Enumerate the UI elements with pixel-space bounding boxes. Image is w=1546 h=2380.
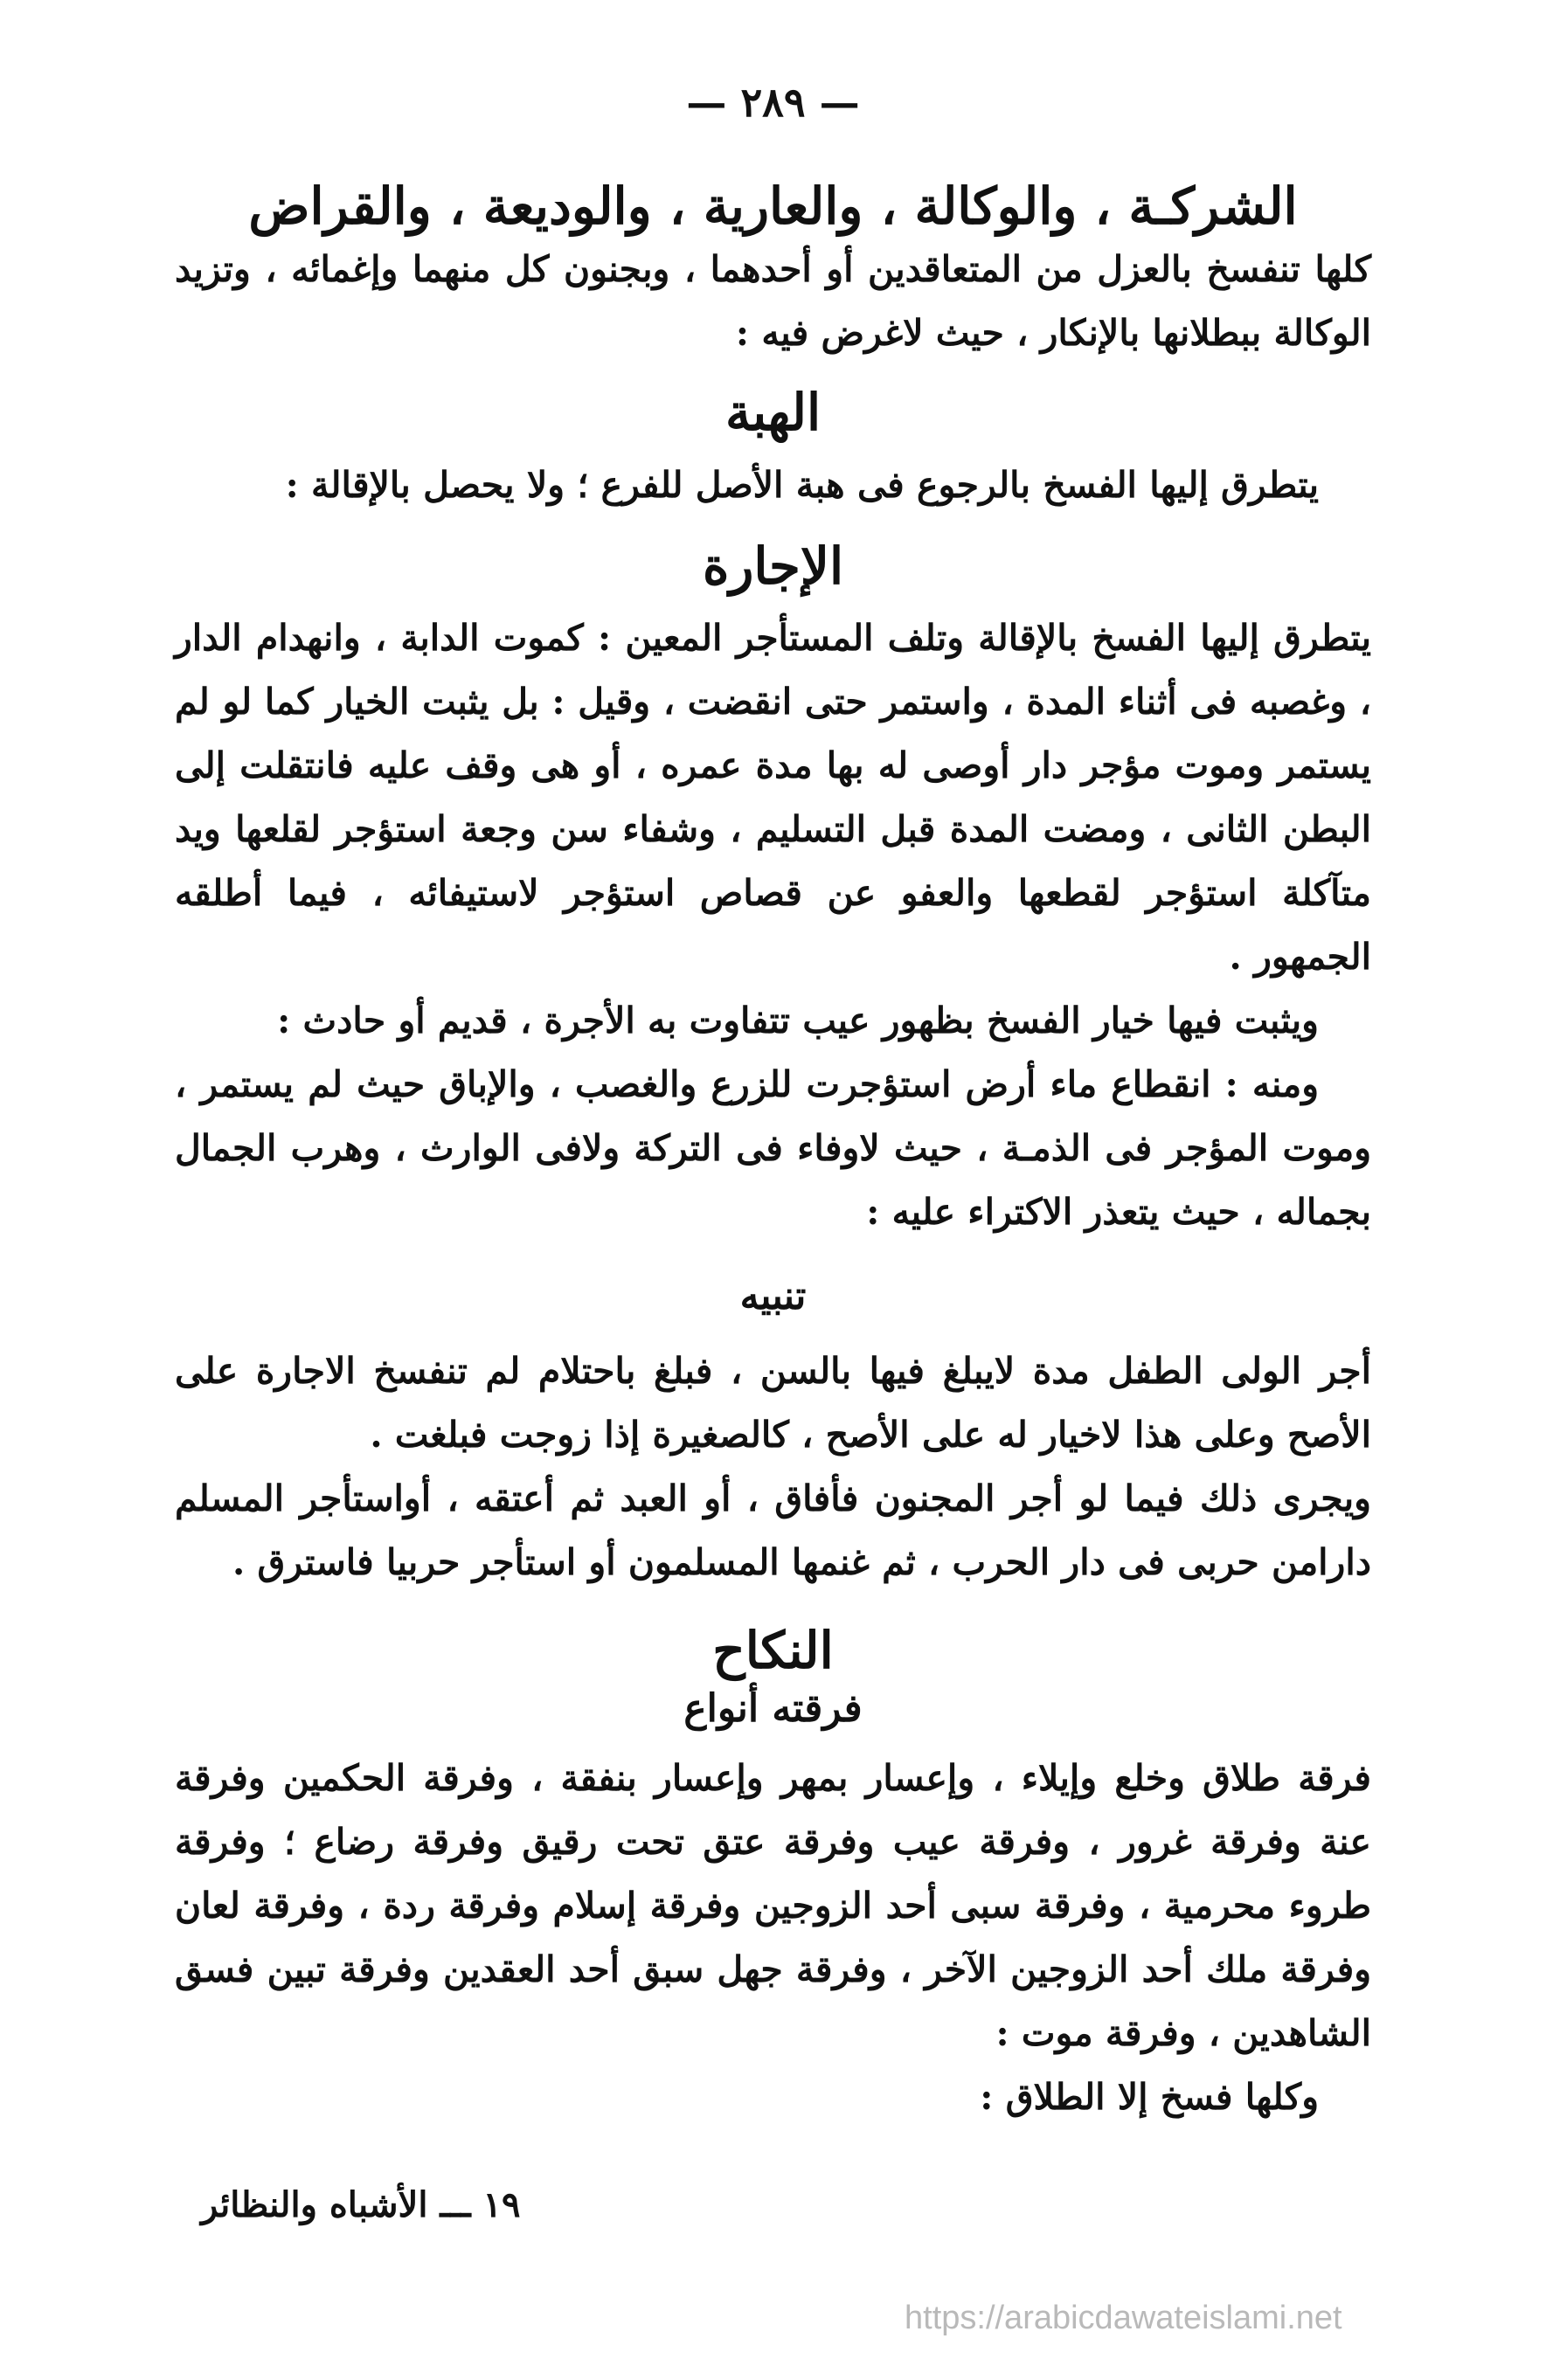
paragraph: كلها تنفسخ بالعزل من المتعاقدين أو أحدهما ، وبجنون كل منهما وإغمائه ، وتزيد الوكالة ببطلانها بالإنكار ، حيث لاغرض فيه : [175,247,1371,354]
paragraph: فرقة طلاق وخلع وإيلاء ، وإعسار بمهر وإعسار بنفقة ، وفرقة الحكمين وفرقة عنة وفرقة غرور ، وفرقة عيب وفرقة عتق تحت رقيق وفرقة رضاع ؛ وفرقة طروء محرمية ، وفرقة سبى أحد الزوجين وفرقة إسلام وفرقة ردة ، وفرقة لعان وفرقة ملك أحد الزوجين الآخر ، وفرقة جهل سبق أحد العقدين وفرقة تبين فسق الشاهدين ، وفرقة موت : [175,1756,1371,2054]
page-number: — ٢٨٩ — [686,79,860,126]
paragraph: يتطرق إليها الفسخ بالإقالة وتلف المستأجر المعين : كموت الدابة ، وانهدام الدار ، وغصبه فى أثناء المدة ، واستمر حتى انقضت ، وقيل : بل يثبت الخيار كما لو لم يستمر وموت مؤجر دار أوصى له بها مدة عمره ، أو هى وقف عليه فانتقلت إلى البطن الثانى ، ومضت المدة قبل التسليم ، وشفاء سن وجعة استؤجر لقلعها ويد متآكلة استؤجر لقطعها والعفو عن قصاص استؤجر لاستيفائه ، فيما أطلقه الجمهور . [175,616,1371,978]
section-title-lease: الإجارة [702,536,844,597]
paragraph: أجر الولى الطفل مدة لايبلغ فيها بالسن ، فبلغ باحتلام لم تنفسخ الاجارة على الأصح وعلى هذا لاخيار له على الأصح ، كالصغيرة إذا زوجت فبلغت . [175,1349,1371,1456]
section-title-gift: الهبة [724,382,822,442]
footer-signature: ١٩ ـــ الأشباه والنظائر [201,2184,521,2225]
watermark-url: https://arabicdawateislami.net [905,2300,1342,2336]
paragraph: يتطرق إليها الفسخ بالرجوع فى هبة الأصل للفرع ؛ ولا يحصل بالإقالة : [285,464,1319,507]
section-title-partnership: الشركـة ، والوكالة ، والعارية ، والوديعة ، والقراض [248,176,1298,236]
paragraph: ويجرى ذلك فيما لو أجر المجنون فأفاق ، أو العبد ثم أعتقه ، أواستأجر المسلم دارامن حربى فى دار الحرب ، ثم غنمها المسلمون أو استأجر حربيا فاسترق . [175,1477,1371,1583]
section-subtitle: فرقته أنواع [683,1686,863,1732]
paragraph: وكلها فسخ إلا الطلاق : [980,2075,1319,2118]
paragraph: ومنه : انقطاع ماء أرض استؤجرت للزرع والغصب ، والإباق حيث لم يستمر ، وموت المؤجر فى الذمـة ، حيث لاوفاء فى التركة ولافى الوارث ، وهرب الجمال بجماله ، حيث يتعذر الاكتراء عليه : [175,1062,1371,1233]
section-title-note: تنبيه [739,1273,807,1318]
section-title-marriage: النكاح [712,1620,834,1680]
paragraph: ويثبت فيها خيار الفسخ بظهور عيب تتفاوت به الأجرة ، قديم أو حادث : [277,999,1319,1041]
